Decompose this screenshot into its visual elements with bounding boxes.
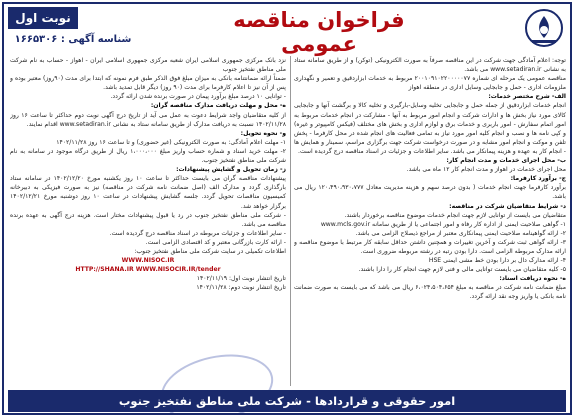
right-column (294, 56, 566, 386)
right-heading: الف- شرح مختصر خدمات: (488, 93, 566, 101)
left-paragraph: - شرکت ملی مناطق نفتخیز جنوب در رد یا قبول پیشنهادات مختار است. هزینه درج آگهی به عهده برنده مناقصه می باشد. (10, 211, 286, 228)
left-heading: ز- زمان تحویل و گشایش پیشنهادات: (176, 166, 286, 174)
right-heading: ج- برآورد کارفرما: (510, 175, 566, 183)
right-paragraph: ۵- کلیه متقاضیان می بایست توانایی مالی و فنی لازم جهت انجام کار را دارا باشند. (358, 266, 566, 274)
left-paragraph: - سایر اطلاعات و جزئیات مربوطه در اسناد مناقصه درج گردیده است. (109, 229, 286, 237)
left-paragraph: نزد بانک مرکزی جمهوری اسلامی ایران شعبه مرکزی جمهوری اسلامی ایران - اهواز - حساب به نام شرکت ملی مناطق نفتخیز جنوب (10, 57, 286, 74)
column-divider (290, 56, 291, 386)
left-paragraph: از کلیه متقاضیان واجد شرایط دعوت به عمل می آید از تاریخ درج آگهی نوبت دوم حداکثر تا ساعت ۱۶ روز ۱۴۰۲/۱۱/۲۸ نسبت به دریافت مدارک از طریق سامانه ستاد به نشانی www.setadiran.ir اقدام نمایند. (10, 111, 286, 128)
left-paragraph: HTTP://SHANA.IR WWW.NISOCIR.IR/tender (75, 266, 221, 274)
right-paragraph: ۱- گواهی صلاحیت ایمنی از اداره کار رفاه و امور اجتماعی یا از طریق سامانه www.mcls.gov.ir (320, 220, 566, 228)
left-paragraph: ضمناً ارائه ضمانتنامه بانکی به میزان مبلغ فوق الذکر طبق فرم نمونه که ابتدا برای مدت (۹۰روز) معتبر بوده و پس از آن نیز تا اعلام کارفرما برای مدت (۹۰ روز) دیگر قابل تمدید باشد. (10, 75, 286, 92)
left-paragraph: تاریخ انتشار نوبت دوم: ۱۴۰۲/۱۱/۲۸ (196, 284, 286, 292)
notice-title: فراخوان مناقصه عمومی (233, 8, 405, 56)
edition-badge: نوبت اول (8, 7, 78, 29)
left-paragraph: پیشنهادات مناقصه گران می بایست حداکثر تا ساعت ۱۰ روز یکشنبه مورخ ۱۴۰۲/۱۲/۲۰ در سامانه ستاد بارگذاری گردد و مدارک الف (اصل ضمانت نامه شرکت در مناقصه) نیز به صورت فیزیکی به دبیرخانه کمیسیون مناقصات تحویل گردد. جلسه گشایش پیشنهادات در ساعت ۱۰ روز دوشنبه مورخ ۱۴۰۲/۱۲/۲۱ برگزار خواهد شد. (10, 175, 286, 210)
right-paragraph: مناقصه عمومی یک مرحله ای شماره ۲۰۰۱۰۹۱۰۲۲۰۰۰۰۰۷۷ مربوط به خدمات ابزاردقیق و تعمیر و نگهداری ملزومات اداری - حمل و جابجایی وسایل اداری در منطقه اهواز (294, 75, 566, 92)
right-paragraph: ۲- ارائه گواهینامه صلاحیت ایمنی پیمانکاری معتبر از مراجع ذیصلاح الزامی می باشد. (355, 229, 566, 237)
right-heading: ب- محل اجرای خدمات و مدت انجام کار: (446, 157, 566, 165)
right-paragraph: متقاضیان می بایست از توانایی لازم جهت انجام خدمات موضوع مناقصه برخوردار باشند. (344, 211, 566, 219)
right-heading: د- شرایط متقاضیان شرکت در مناقصه: (449, 202, 566, 210)
right-paragraph: ۴- ارائه مدارک دال بر دارا بودن خط مشی ایمنی HSE (428, 257, 566, 265)
footer-banner: امور حقوقی و قراردادها - شرکت ملی مناطق نفتخیز جنوب (8, 390, 566, 412)
left-paragraph: - توانایی ۱۰ درصد مبلغ برآورد پیمان در صورت برنده شدن ارائه گردد. (110, 93, 286, 101)
left-paragraph: WWW.NISOC.IR (121, 257, 175, 265)
notice-body (10, 56, 566, 386)
left-paragraph: ۱- مهلت اعلام آمادگی: به صورت الکترونیکی (غیر حضوری) و تا ساعت ۱۶ روز ۱۴۰۲/۱۱/۲۸ (56, 138, 286, 146)
left-heading: و- نحوه تحویل: (240, 129, 286, 137)
tender-notice (2, 2, 572, 415)
left-paragraph: ۲- مهلت خرید اسناد و شماره حساب واریز مبلغ ۱،۰۰۰،۰۰۰ ریال از طریق درگاه موجود در سامانه به نام شرکت ملی مناطق نفتخیز جنوب. (10, 147, 286, 165)
right-paragraph: برآورد کارفرما جهت انجام خدمات ( بدون درصد سهم و هزینه مدیریت معادل ۱۲۰،۴۹۰،۹۳۰،۷۷۷ ریال می باشد. (294, 184, 566, 201)
company-logo-icon (524, 8, 564, 48)
left-paragraph: تاریخ انتشار نوبت اول: ۱۴۰۲/۱۱/۱۹ (196, 275, 286, 283)
left-paragraph: - ارائه کارت بازرگانی معتبر و کد اقتصادی الزامی است. (145, 238, 286, 246)
left-column (10, 56, 286, 386)
ad-number: شناسه آگهی : ۱۶۶۵۳۰۶ (14, 34, 132, 45)
right-paragraph: توجه: اعلام آمادگی جهت شرکت در این مناقصه صرفاً به صورت الکترونیکی (توکن) و از طریق سامانه ستاد به نشانی www.setadiran.ir می باشد. (294, 57, 566, 74)
left-paragraph: اطلاعات تکمیلی در سایت شرکت ملی مناطق نفتخیز جنوب: (134, 247, 286, 255)
right-heading: ه- نحوه دریافت اسناد: (499, 275, 566, 283)
right-paragraph: محل اجرای خدمات در اهواز و مدت انجام کار ۱۲ ماه می باشد. (406, 166, 566, 174)
right-paragraph: ۳- ارائه گواهی ثبت شرکت و آخرین تغییرات و همچنین داشتن حداقل سابقه کار مرتبط با موضوع مناقصه و ارائه مدارک مربوطه الزامی است. دارا بودن رتبه در رشته مربوطه ضروری است. (294, 238, 566, 255)
right-paragraph: انجام خدمات ابزاردقیق از جمله حمل و جابجایی تخلیه وسایل-بارگیری و تخلیه کالا و برگشت آنها و جابجایی کالای مورد نیاز بخش ها و ادارات شرکت و انجام امور مربوط به آنها - مشارکت در انجام خدمات مربوط به امور اتمام سفارش - امور باربری و خدمات برق و لوازم اداری و بخش های مختلف (فیکس کامپیوتر و غیره) و کپی نامه ها و نصب و انجام کلیه امور مورد نیاز به تمامی فعالیت های انجام شده در محل کارفرما - پخش تلفن و موکت و انجام امور مشابه و در صورت درخواست شرکت جهت برگزاری مراسم، سمینار و همایش ها - انجام کار به عهده و هزینه پیمانکار می باشد. سایر اطلاعات و جزئیات در اسناد مناقصه درج گردیده است. (294, 102, 566, 155)
right-paragraph: مبلغ ضمانت نامه شرکت در مناقصه به مبلغ ۶،۰۲۴،۵۰۴،۶۵۴ ریال می باشد که می بایست به صورت ضمانت نامه بانکی یا واریز وجه نقد ارائه گردد. (294, 284, 566, 301)
left-heading: ه- محل و مهلت دریافت مدارک مناقصه گران: (150, 102, 286, 110)
